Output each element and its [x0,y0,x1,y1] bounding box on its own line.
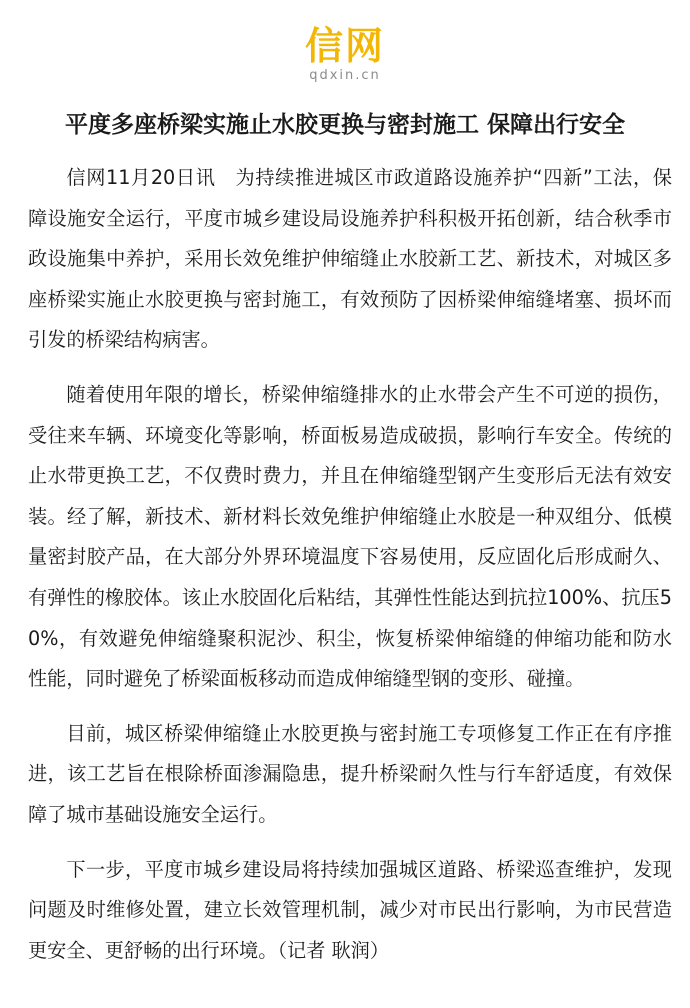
paragraph-3: 目前，城区桥梁伸缩缝止水胶更换与密封施工专项修复工作正在有序推进，该工艺旨在根除桥面渗漏隐患，提升桥梁耐久性与行车舒适度，有效保障了城市基础设施安全运行。 [28,721,672,826]
paragraph-1-text: 为持续推进城区市政道路设施养护“四新”工法，保障设施安全运行，平度市城乡建设局设施养护科积极开拓创新，结合秋季市政设施集中养护，采用长效免维护伸缩缝止水胶新工艺、新技术，对城区多座桥梁实施止水胶更换与密封施工，有效预防了因桥梁伸缩缝堵塞、损坏而引发的桥梁结构病害。 [28,166,672,352]
site-logo [0,26,690,84]
paragraph-4: 下一步，平度市城乡建设局将持续加强城区道路、桥梁巡查维护，发现问题及时维修处置，建立长效管理机制，减少对市民出行影响，为市民营造更安全、更舒畅的出行环境。（记者 耿润） [28,857,672,962]
paragraph-2: 随着使用年限的增长，桥梁伸缩缝排水的止水带会产生不可逆的损伤，受往来车辆、环境变化等影响，桥面板易造成破损，影响行车安全。传统的止水带更换工艺，不仅费时费力，并且在伸缩缝型钢产生变形后无法有效安装。经了解，新技术、新材料长效免维护伸缩缝止水胶是一种双组分、低模量密封胶产品，在大部分外界环境温度下容易使用，反应固化后形成耐久、有弹性的橡胶体。该止水胶固化后粘结，其弹性性能达到抗拉100%、抗压50%，有效避免伸缩缝聚积泥沙、积尘，恢复桥梁伸缩缝的伸缩功能和防水性能，同时避免了桥梁面板移动而造成伸缩缝型钢的变形、碰撞。 [28,382,672,691]
article-title: 平度多座桥梁实施止水胶更换与密封施工 保障出行安全 [64,112,625,138]
paragraph-1 [28,158,672,361]
dateline: 信网11月20日讯 [66,166,216,189]
logo-wordmark: 信网 [304,24,385,68]
article-body [28,158,672,971]
logo-domain: qdxin.cn [309,68,381,83]
